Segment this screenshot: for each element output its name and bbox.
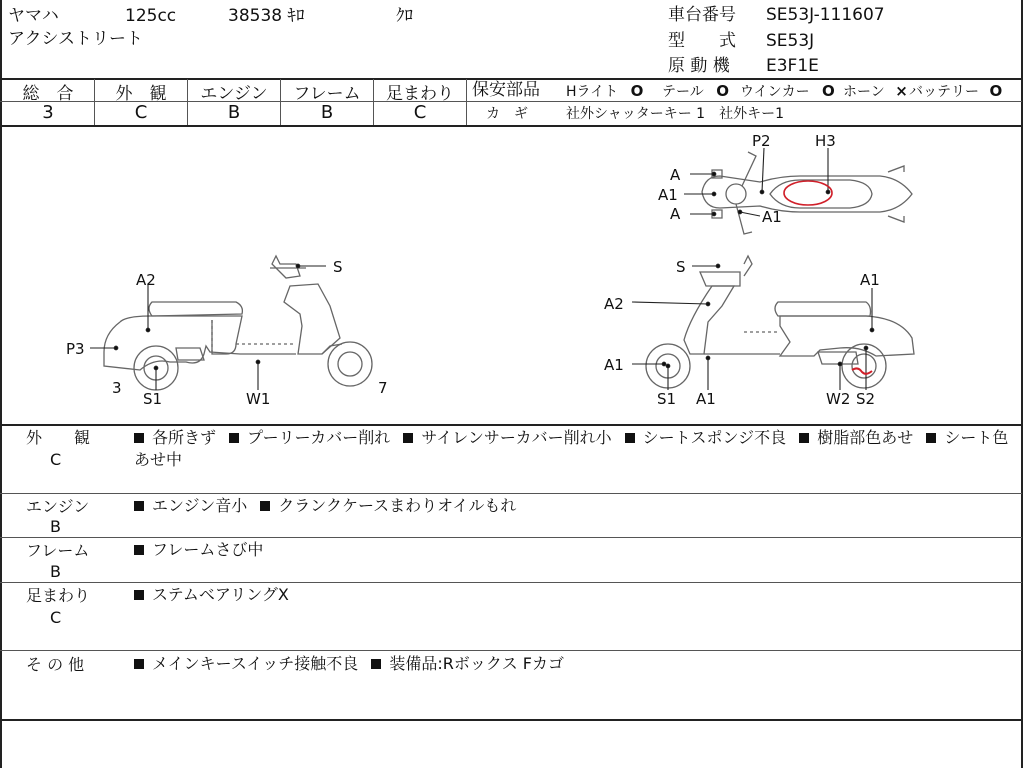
grade-value-engine: B <box>227 102 241 123</box>
diagram-label-right-w2: W2 <box>826 390 851 408</box>
grade-label-exterior: 外 観 <box>115 84 167 104</box>
grade-value-suspension: C <box>413 102 427 123</box>
bullet-square <box>260 501 270 511</box>
remark-label-other: そ の 他 <box>26 655 85 674</box>
key-label: カ ギ <box>486 106 528 122</box>
safety-item-mark: O <box>630 82 644 100</box>
remark-text-frame: フレームさび中 <box>134 539 1016 561</box>
diagram-label-right-a1: A1 <box>860 271 880 289</box>
remark-divider <box>0 537 1022 538</box>
bullet-square <box>229 433 239 443</box>
diagram-label-left-a2: A2 <box>136 271 156 289</box>
remark-label-engine: エンジン <box>26 497 90 516</box>
diagram-label-left-3: 3 <box>112 379 122 397</box>
remark-text-engine: エンジン音小 クランクケースまわりオイルもれ <box>134 495 1016 517</box>
remark-text-other: メインキースイッチ接触不良 装備品:Rボックス Fカゴ <box>134 653 1016 675</box>
color: ｸﾛ <box>396 6 413 26</box>
remark-text-suspension: ステムベアリングX <box>134 584 1016 606</box>
bullet-square <box>134 433 144 443</box>
diagram-label-right-a1: A1 <box>604 356 624 374</box>
remark-divider <box>0 582 1022 583</box>
frame-no: SE53J-111607 <box>766 5 885 25</box>
maker: ヤマハ <box>8 6 59 26</box>
safety-item-name: バッテリー <box>909 84 979 100</box>
grade-label-overall: 総 合 <box>22 84 74 104</box>
remarks-bottom-line <box>0 719 1023 721</box>
displacement: 125cc <box>125 6 177 26</box>
grade-value-frame: B <box>320 102 334 123</box>
safety-item-winker <box>740 81 835 102</box>
bullet-square <box>403 433 413 443</box>
bullet-square <box>134 545 144 555</box>
diagram-label-top-a1: A1 <box>762 208 782 226</box>
diagram-label-left-s: S <box>333 258 343 276</box>
damage-circle-mark <box>784 181 832 205</box>
safety-item-mark: × <box>895 82 908 100</box>
safety-label: 保安部品 <box>472 80 540 100</box>
grade-label-engine: エンジン <box>200 84 268 104</box>
diagram-label-left-w1: W1 <box>246 390 271 408</box>
safety-item-name: Hライト <box>566 84 619 100</box>
engine: E3F1E <box>766 56 819 76</box>
bullet-square <box>799 433 809 443</box>
safety-item-mark: O <box>716 82 729 100</box>
diagram-label-top-a: A <box>670 166 681 184</box>
remark-grade-frame: B <box>50 562 61 581</box>
bullet-square <box>625 433 635 443</box>
diagram-label-right-s1: S1 <box>657 390 677 408</box>
diagram-label-right-s: S <box>676 258 686 276</box>
diagram-label-right-a1: A1 <box>696 390 716 408</box>
diagram-label-left-s1: S1 <box>143 390 163 408</box>
diagram-label-top-a1: A1 <box>658 186 678 204</box>
bullet-square <box>926 433 936 443</box>
frame-no-label: 車台番号 <box>668 5 736 25</box>
grade-label-suspension: 足まわり <box>386 84 454 104</box>
scooter-top-view <box>702 152 912 234</box>
remark-grade-exterior: C <box>50 450 62 469</box>
safety-item-tail <box>662 81 729 102</box>
safety-item-name: テール <box>662 84 704 100</box>
remark-grade-suspension: C <box>50 608 62 627</box>
remark-text-exterior: 各所きず プーリーカバー削れ サイレンサーカバー削れ小 シートスポンジ不良 樹脂部色あせ シート色あせ中 <box>134 428 1009 469</box>
remark-label-suspension: 足まわり <box>26 586 91 605</box>
grade-value-exterior: C <box>134 102 148 123</box>
grade-label-frame: フレーム <box>293 84 361 104</box>
diagram-label-right-s2: S2 <box>856 390 876 408</box>
diagram-label-top-a: A <box>670 205 681 223</box>
grade-value-overall: 3 <box>42 102 54 123</box>
diagram-label-left-7: 7 <box>378 379 388 397</box>
safety-item-name: ウインカー <box>740 84 810 100</box>
safety-item-mark: O <box>822 82 835 100</box>
bullet-square <box>134 590 144 600</box>
bullet-square <box>134 659 144 669</box>
remark-grade-engine: B <box>50 517 61 536</box>
type-label: 型 式 <box>668 31 736 51</box>
damage-diagram <box>0 126 1022 424</box>
diagram-label-left-p3: P3 <box>66 340 85 358</box>
remark-label-frame: フレーム <box>26 541 90 560</box>
diagram-label-right-a2: A2 <box>604 295 624 313</box>
key-value: 社外シャッターキー 1 社外キー1 <box>566 106 784 122</box>
remarks-top-line <box>0 424 1023 426</box>
type: SE53J <box>766 31 815 51</box>
diagram-label-top-h3: H3 <box>815 132 836 150</box>
safety-item-mark: O <box>989 82 1003 100</box>
diagram-label-top-p2: P2 <box>752 132 771 150</box>
remark-divider <box>0 493 1022 494</box>
engine-label: 原 動 機 <box>668 56 730 76</box>
safety-item-headlight <box>566 81 643 102</box>
safety-item-name: ホーン <box>843 84 885 100</box>
bullet-square <box>371 659 381 669</box>
grade-divider <box>466 79 467 125</box>
safety-item-horn <box>843 81 908 102</box>
bullet-square <box>134 501 144 511</box>
model-name: アクシストリート <box>8 29 143 49</box>
remark-label-exterior: 外 観 <box>26 428 91 447</box>
safety-item-battery <box>909 81 1002 102</box>
mileage: 38538 ｷﾛ <box>228 6 305 26</box>
remark-divider <box>0 650 1022 651</box>
